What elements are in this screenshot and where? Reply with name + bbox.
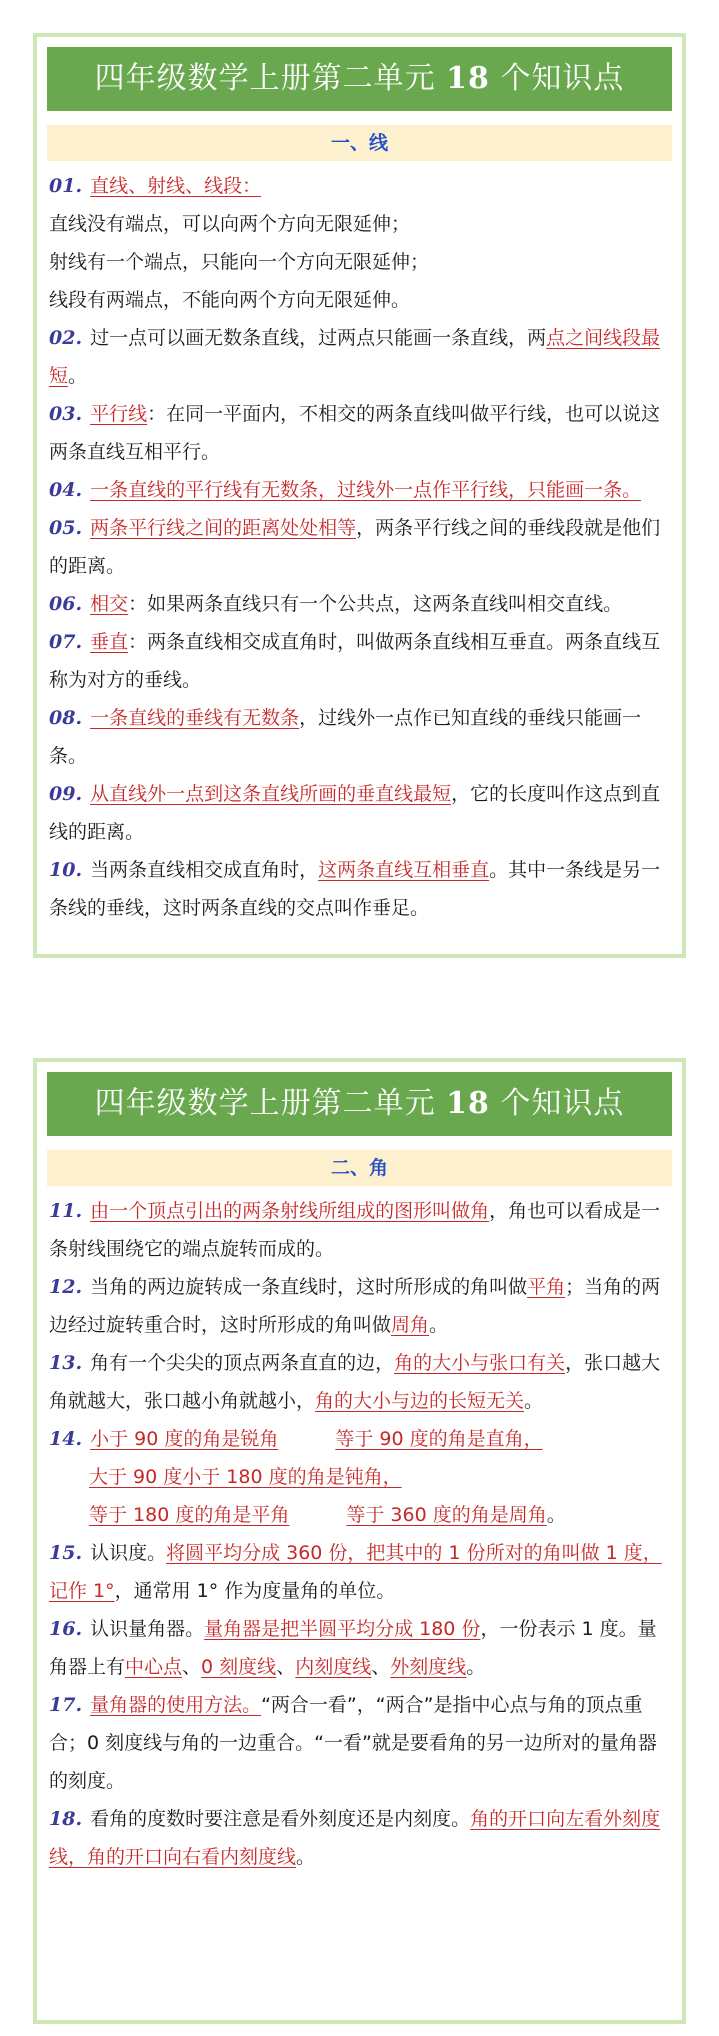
- list-item: 大于 90 度小于 180 度的角是钝角，: [89, 1466, 402, 1488]
- list-item: 04. 一条直线的平行线有无数条，过线外一点作平行线，只能画一条。: [49, 479, 642, 501]
- list-item: 18. 看角的度数时要注意是看外刻度还是内刻度。角的开口向左看外刻度线，角的开口向右看内刻度线。: [49, 1808, 661, 1868]
- list-item: 15. 认识度。将圆平均分成 360 份，把其中的 1 份所对的角叫做 1 度，记作 1°，通常用 1° 作为度量角的单位。: [49, 1542, 662, 1602]
- page-title: [47, 1072, 672, 1136]
- list-item: 07. 垂直：两条直线相交成直角时，叫做两条直线相互垂直。两条直线互称为对方的垂线。: [49, 631, 661, 691]
- list-item: 等于 180 度的角是平角 等于 360 度的角是周角。: [89, 1504, 566, 1526]
- list-item: 06. 相交：如果两条直线只有一个公共点，这两条直线叫相交直线。: [49, 593, 623, 615]
- title-number: 18: [446, 61, 490, 96]
- list-item: 11. 由一个顶点引出的两条射线所组成的图形叫做角，角也可以看成是一条射线围绕它的端点旋转而成的。: [49, 1200, 661, 1260]
- list-item: 09. 从直线外一点到这条直线所画的垂直线最短，它的长度叫作这点到直线的距离。: [49, 783, 661, 843]
- title-text: 四年级数学上册第二单元: [94, 61, 436, 96]
- list-item: 12. 当角的两边旋转成一条直线时，这时所形成的角叫做平角；当角的两边经过旋转重合时，这时所形成的角叫做周角。: [49, 1276, 661, 1336]
- title-number: 18: [446, 1086, 490, 1121]
- section-heading: 二、角: [47, 1150, 672, 1186]
- list-item: 05. 两条平行线之间的距离处处相等，两条平行线之间的垂线段就是他们的距离。: [49, 517, 661, 577]
- section-heading: 一、线: [47, 125, 672, 161]
- list-item: 08. 一条直线的垂线有无数条，过线外一点作已知直线的垂线只能画一条。: [49, 707, 642, 767]
- knowledge-card-angles: [33, 1058, 686, 2024]
- list-item: 14. 小于 90 度的角是锐角 等于 90 度的角是直角，: [49, 1428, 543, 1450]
- list-item: 17. 量角器的使用方法。“两合一看”，“两合”是指中心点与角的顶点重合；0 刻度线与角的一边重合。“一看”就是要看角的另一边所对的量角器的刻度。: [49, 1694, 657, 1792]
- knowledge-card-lines: [33, 33, 686, 958]
- list-item: 13. 角有一个尖尖的顶点两条直直的边，角的大小与张口有关，张口越大角就越大，张口越小角就越小，角的大小与边的长短无关。: [49, 1352, 661, 1412]
- list-item: 02. 过一点可以画无数条直线，过两点只能画一条直线，两点之间线段最短。: [49, 327, 661, 387]
- list-item: 线段有两端点，不能向两个方向无限延伸。: [49, 289, 411, 311]
- page-title: [47, 47, 672, 111]
- list-item: 03. 平行线：在同一平面内，不相交的两条直线叫做平行线，也可以说这两条直线互相平行。: [49, 403, 661, 463]
- title-suffix: 个知识点: [500, 61, 625, 96]
- title-text: 四年级数学上册第二单元: [94, 1086, 436, 1121]
- list-item: 10. 当两条直线相交成直角时，这两条直线互相垂直。其中一条线是另一条线的垂线，这时两条直线的交点叫作垂足。: [49, 859, 661, 919]
- title-suffix: 个知识点: [500, 1086, 625, 1121]
- list-item: 射线有一个端点，只能向一个方向无限延伸；: [49, 251, 430, 273]
- list-item: 01. 直线、射线、线段：: [49, 175, 262, 197]
- list-item: 16. 认识量角器。量角器是把半圆平均分成 180 份，一份表示 1 度。量角器上有中心点、0 刻度线、内刻度线、外刻度线。: [49, 1618, 657, 1678]
- list-item: 直线没有端点，可以向两个方向无限延伸；: [49, 213, 411, 235]
